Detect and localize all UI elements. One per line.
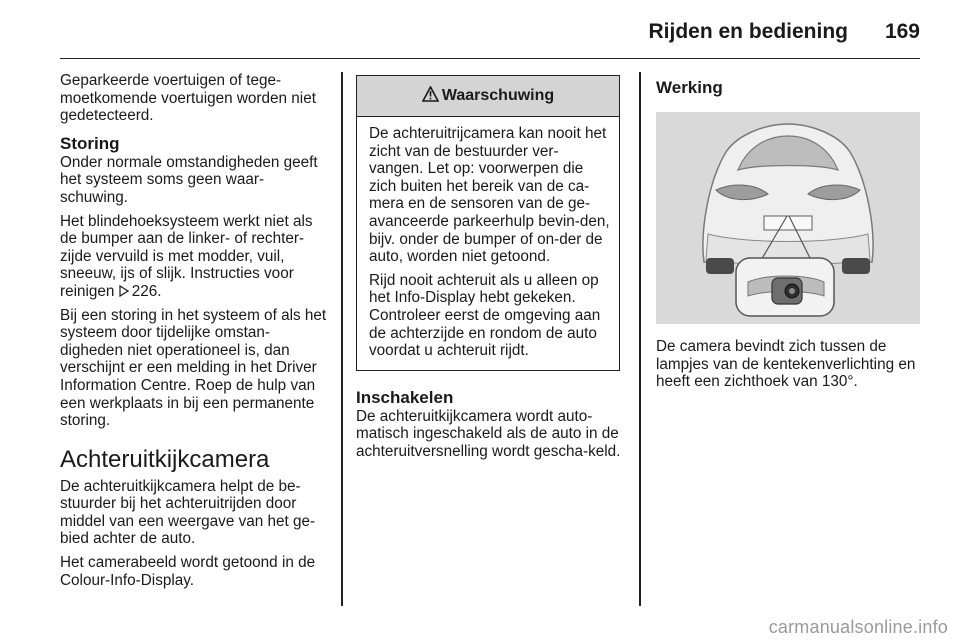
storing-paragraph-1: Onder normale omstandigheden geeft het systeem soms geen waar-schuwing. (60, 153, 318, 206)
column-divider-2 (639, 72, 641, 606)
section-paragraph-2: Het camerabeeld wordt getoond in de Colour-Info-Display. (60, 554, 316, 589)
intro-paragraph: Geparkeerde voertuigen of tege-moetkomende voertuigen worden niet gedetecteerd. (60, 72, 316, 125)
warning-triangle-icon (422, 86, 439, 107)
column-2 (356, 75, 622, 467)
figure-caption: De camera bevindt zich tussen de lampjes van de kentekenverlichting en heeft een zichthoek van 130°. (656, 338, 916, 391)
inschakelen-heading: Inschakelen (356, 387, 454, 407)
header-title: Rijden en bediening (648, 20, 848, 43)
storing-paragraph-2 (60, 213, 328, 301)
warning-paragraph-1: De achteruitrijcamera kan nooit het zicht van de bestuurder ver-vangen. Let op: voorwerpen die zich buiten het bereik van de ca-mera en de sensoren van de ge-avanceerde parkeerhulp bevin-den, bijv. onder de bumper of on-der de auto, worden niet getoond. (369, 125, 610, 266)
watermark: carmanualsonline.info (768, 617, 948, 637)
warning-box (356, 75, 620, 371)
rear-camera-car-illustration (656, 112, 920, 324)
warning-paragraph-2: Rijd nooit achteruit als u alleen op het Info-Display hebt gekeken. Controleer eerst de omgeving aan de achterzijde en rondom de auto voordat u achteruit rijdt. (369, 271, 601, 360)
section-paragraph-1: De achteruitkijkcamera helpt de be-stuurder bij het achteruitrijden door middel van een weergave van het ge-bied achter de auto. (60, 477, 316, 548)
page-ref-link[interactable]: 226. (131, 282, 162, 300)
storing-paragraph-2-text: Het blindehoeksysteem werkt niet als de bumper aan de linker- of rechter-zijde vervuild is met modder, vuil, sneeuw, ijs of slijk. Instructies voor reinigen (60, 212, 313, 300)
storing-heading: Storing (60, 133, 120, 153)
page-header (60, 0, 920, 59)
page-number: 169 (884, 20, 920, 43)
triangle-ref-icon[interactable] (119, 283, 132, 300)
werking-heading: Werking (656, 78, 723, 97)
warning-title: Waarschuwing (441, 87, 555, 104)
column-1 (60, 72, 328, 595)
section-title: Achteruitkijkcamera (60, 445, 270, 473)
inschakelen-paragraph: De achteruitkijkcamera wordt auto-matisch ingeschakeld als de auto in de achteruitversnelling wordt gescha-keld. (356, 407, 621, 460)
storing-paragraph-3: Bij een storing in het systeem of als het systeem door tijdelijke omstan-digheden niet operationeel is, dan verschijnt er een melding in het Driver Information Centre. Roep de hulp van een werkplaats in bij een permanente storing. (60, 306, 327, 430)
warning-header (357, 76, 619, 117)
column-3 (656, 72, 920, 397)
warning-body (357, 117, 619, 370)
column-divider-1 (341, 72, 343, 606)
